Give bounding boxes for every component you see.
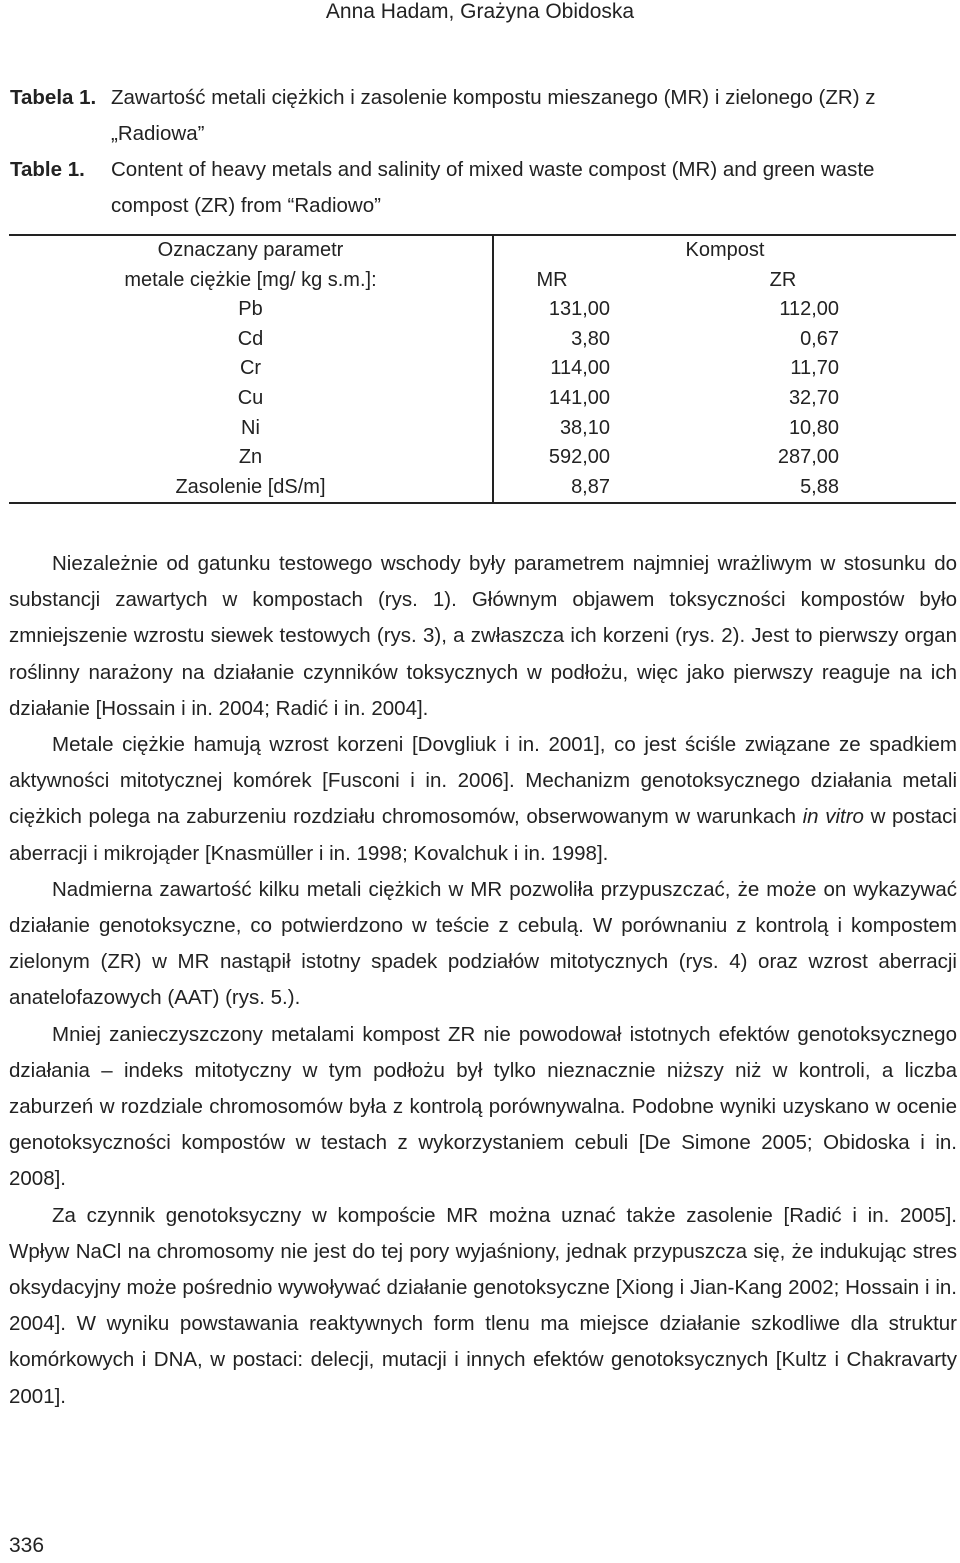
row-param: Cr (9, 354, 493, 384)
row-param: Cu (9, 384, 493, 414)
paragraph (9, 727, 957, 872)
header-compost: Kompost (685, 239, 765, 261)
paragraph (9, 1017, 957, 1198)
row-param: Zasolenie [dS/m] (9, 473, 493, 504)
body-text (9, 546, 957, 1415)
paragraph (9, 1198, 957, 1415)
cell-mr: 131,00 (548, 298, 610, 321)
column-header-zr: ZR (769, 268, 797, 291)
running-head: Anna Hadam, Grażyna Obidoska (325, 0, 635, 23)
cell-mr: 3,80 (571, 327, 610, 350)
cell-zr: 0,67 (800, 327, 839, 350)
row-param: Zn (9, 443, 493, 473)
cell-zr: 10,80 (788, 416, 839, 439)
paragraph-text: Za czynnik genotoksyczny w kompoście MR można uznać także zasolenie [Radić i in. 2005]. Wpływ NaCl na chromosomy nie jest do tej pory wyjaśniony, jednak przypuszcza się, że indukując stres oksydacyjny może pośrednio wywoływać działanie genotoksyczne [Xiong i Jian-Kang 2002; Hossain i in. 2004]. W wyniku powstawania reaktywnych form tlenu ma miejsce działanie szkodliwe dla struktur komórkowych i DNA, w postaci: delecji, mutacji i innych efektów genotoksycznych [Kultz i Chakravarty 2001]. (9, 1203, 957, 1408)
table-caption-text: Zawartość metali ciężkich i zasolenie kompostu mieszanego (MR) i zielonego (ZR) z „Radiowa” (111, 86, 876, 145)
table-subheader-row (9, 266, 956, 296)
paragraph-text: Nadmierna zawartość kilku metali ciężkich w MR pozwoliła przypuszczać, że może on wykazywać działanie genotoksyczne, co potwierdzono w teście z cebulą. W porównaniu z kontrolą i kompostem zielonym (ZR) w MR nastąpił istotny spadek podziałów mitotycznych (rys. 4) oraz wzrost aberracji anatelofazowych (AAT) (rys. 5.). (9, 877, 957, 1010)
cell-mr: 38,10 (559, 416, 610, 439)
header-param: Oznaczany parametr (9, 235, 493, 266)
table-caption-label: Tabela 1. (10, 86, 97, 109)
cell-zr: 32,70 (788, 386, 839, 409)
cell-zr: 112,00 (779, 298, 839, 321)
cell-zr: 11,70 (790, 357, 839, 380)
italic-text: in vitro (802, 805, 864, 829)
cell-zr: 287,00 (777, 446, 839, 469)
paragraph (9, 546, 957, 727)
cell-mr: 592,00 (548, 446, 610, 469)
table-row (9, 414, 956, 444)
table-row (9, 295, 956, 325)
table-caption-text: Content of heavy metals and salinity of mixed waste compost (MR) and green waste compost (ZR) from “Radiowo” (111, 158, 875, 217)
paragraph (9, 872, 957, 1017)
paragraph-text: Mniej zanieczyszczony metalami kompost ZR nie powodował istotnych efektów genotoksycznego działania – indeks mitotyczny w tym podłożu był tylko nieznacznie niższy niż w kontroli, a liczba zaburzeń w rozdziale chromosomów była z kontrolą porównywalna. Podobne wyniki uzyskano w ocenie genotoksyczności kompostów w testach z wykorzystaniem cebuli [De Simone 2005; Obidoska i in. 2008]. (9, 1022, 957, 1191)
cell-zr: 5,88 (800, 475, 839, 498)
table-row (9, 443, 956, 473)
cell-mr: 114,00 (550, 357, 610, 380)
column-header-mr: MR (536, 268, 568, 291)
subheader-param: metale ciężkie [mg/ kg s.m.]: (9, 266, 493, 296)
paragraph-text: Niezależnie od gatunku testowego wschody były parametrem najmniej wrażliwym w stosunku do substancji zawartych w kompostach (rys. 1). Głównym objawem toksyczności kompostów było zmniejszenie wzrostu siewek testowych (rys. 3), a zwłaszcza ich korzeni (rys. 2). Jest to pierwszy organ roślinny narażony na działanie czynników toksycznych w podłożu, więc jako pierwszy reaguje na ich działanie [Hossain i in. 2004; Radić i in. 2004]. (9, 552, 957, 720)
data-table (9, 234, 956, 504)
table-header-row (9, 235, 956, 266)
paragraph-text: w postaci aberracji i mikrojąder [Knasmüller i in. 1998; Kovalchuk i in. 1998]. (9, 805, 957, 865)
table-row (9, 384, 956, 414)
table-caption-label: Table 1. (10, 158, 85, 181)
cell-mr: 141,00 (548, 386, 610, 409)
row-param: Pb (9, 295, 493, 325)
table-row (9, 473, 956, 504)
paragraph-text: Metale ciężkie hamują wzrost korzeni [Dovgliuk i in. 2001], co jest ściśle związane ze spadkiem aktywności mitotycznej komórek [Fusconi i in. 2006]. Mechanizm genotoksycznego działania metali ciężkich polega na zaburzeniu rozdziału chromosomów, obserwowanym w warunkach (9, 733, 957, 829)
cell-mr: 8,87 (571, 475, 610, 498)
table-row (9, 325, 956, 355)
row-param: Cd (9, 325, 493, 355)
table-row (9, 354, 956, 384)
page-number: 336 (9, 1534, 45, 1557)
row-param: Ni (9, 414, 493, 444)
